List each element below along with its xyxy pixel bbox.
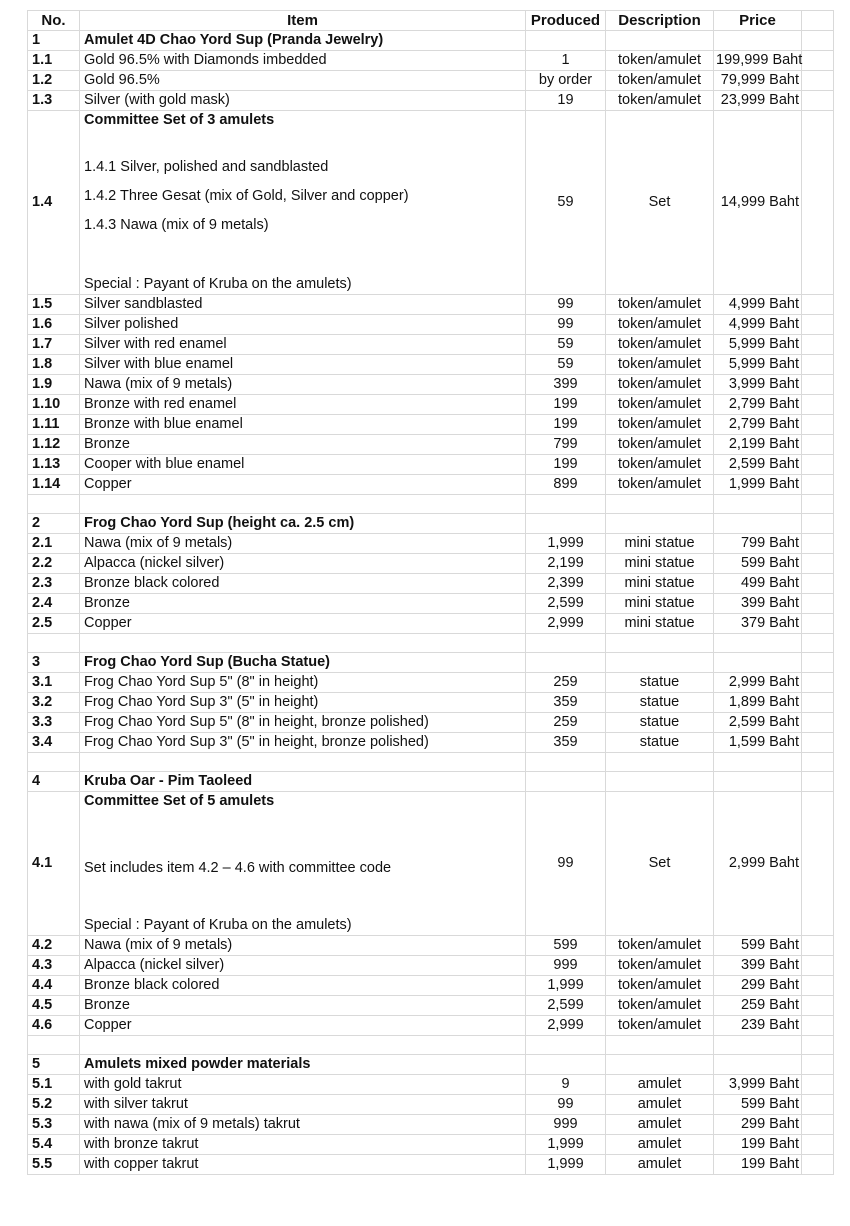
item-name: with gold takrut bbox=[80, 1075, 526, 1095]
produced-cell: 2,399 bbox=[526, 574, 606, 594]
committee-set-row bbox=[28, 792, 834, 936]
description-cell: statue bbox=[606, 693, 714, 713]
description-cell: amulet bbox=[606, 1095, 714, 1115]
produced-cell: 59 bbox=[526, 355, 606, 375]
item-name: with bronze takrut bbox=[80, 1135, 526, 1155]
price-cell: 2,799 Baht bbox=[714, 395, 802, 415]
item-name: Alpacca (nickel silver) bbox=[80, 956, 526, 976]
price-cell: 5,999 Baht bbox=[714, 355, 802, 375]
item-name: Bronze with red enamel bbox=[80, 395, 526, 415]
produced-cell: 359 bbox=[526, 733, 606, 753]
table-row bbox=[28, 996, 834, 1016]
table-row bbox=[28, 733, 834, 753]
row-number: 1.14 bbox=[28, 475, 80, 495]
row-number: 1.13 bbox=[28, 455, 80, 475]
row-number: 4.3 bbox=[28, 956, 80, 976]
item-name: Copper bbox=[80, 1016, 526, 1036]
item-name: Silver sandblasted bbox=[80, 295, 526, 315]
table-row bbox=[28, 976, 834, 996]
section-heading-row bbox=[28, 653, 834, 673]
description-cell: token/amulet bbox=[606, 455, 714, 475]
table-row bbox=[28, 614, 834, 634]
produced-cell: 999 bbox=[526, 956, 606, 976]
produced-cell: 599 bbox=[526, 936, 606, 956]
produced-cell: 2,199 bbox=[526, 554, 606, 574]
description-cell: token/amulet bbox=[606, 956, 714, 976]
price-cell: 2,799 Baht bbox=[714, 415, 802, 435]
produced-cell: 99 bbox=[526, 315, 606, 335]
committee-set-title: Committee Set of 5 amulets bbox=[84, 793, 275, 809]
description-cell: statue bbox=[606, 713, 714, 733]
produced-cell: 2,999 bbox=[526, 1016, 606, 1036]
section-heading-row bbox=[28, 31, 834, 51]
description-cell: amulet bbox=[606, 1075, 714, 1095]
table-row bbox=[28, 355, 834, 375]
header-price: Price bbox=[714, 11, 802, 31]
row-number: 4.6 bbox=[28, 1016, 80, 1036]
price-cell: 4,999 Baht bbox=[714, 295, 802, 315]
produced-cell: 59 bbox=[526, 111, 606, 295]
item-name: Silver polished bbox=[80, 315, 526, 335]
table-row bbox=[28, 936, 834, 956]
section-number: 2 bbox=[28, 514, 80, 534]
produced-cell: 1,999 bbox=[526, 1155, 606, 1175]
description-cell: token/amulet bbox=[606, 996, 714, 1016]
spacer-row bbox=[28, 634, 834, 653]
section-number: 4 bbox=[28, 772, 80, 792]
table-row bbox=[28, 91, 834, 111]
table-row bbox=[28, 956, 834, 976]
special-note: Special : Payant of Kruba on the amulets) bbox=[84, 276, 352, 292]
item-name: Cooper with blue enamel bbox=[80, 455, 526, 475]
price-cell: 4,999 Baht bbox=[714, 315, 802, 335]
produced-cell: 2,599 bbox=[526, 996, 606, 1016]
table-row bbox=[28, 71, 834, 91]
description-cell: statue bbox=[606, 733, 714, 753]
table-row bbox=[28, 713, 834, 733]
item-name: Bronze bbox=[80, 594, 526, 614]
produced-cell: 99 bbox=[526, 792, 606, 936]
description-cell: Set bbox=[606, 111, 714, 295]
header-item: Item bbox=[80, 11, 526, 31]
section-title: Amulets mixed powder materials bbox=[80, 1055, 526, 1075]
produced-cell: 999 bbox=[526, 1115, 606, 1135]
description-cell: token/amulet bbox=[606, 475, 714, 495]
price-cell: 399 Baht bbox=[714, 594, 802, 614]
committee-set-title: Committee Set of 3 amulets bbox=[84, 112, 275, 128]
price-cell: 1,999 Baht bbox=[714, 475, 802, 495]
price-cell: 599 Baht bbox=[714, 936, 802, 956]
description-cell: mini statue bbox=[606, 554, 714, 574]
produced-cell: 9 bbox=[526, 1075, 606, 1095]
price-cell: 379 Baht bbox=[714, 614, 802, 634]
produced-cell: 199 bbox=[526, 415, 606, 435]
table-row bbox=[28, 315, 834, 335]
row-number: 4.4 bbox=[28, 976, 80, 996]
row-number: 3.2 bbox=[28, 693, 80, 713]
row-number: 5.4 bbox=[28, 1135, 80, 1155]
header-row bbox=[28, 11, 834, 31]
committee-set-details bbox=[80, 111, 526, 295]
header-description: Description bbox=[606, 11, 714, 31]
produced-cell: 359 bbox=[526, 693, 606, 713]
row-number: 5.5 bbox=[28, 1155, 80, 1175]
table-row bbox=[28, 1135, 834, 1155]
row-number: 1.3 bbox=[28, 91, 80, 111]
price-cell: 259 Baht bbox=[714, 996, 802, 1016]
table-row bbox=[28, 1155, 834, 1175]
item-name: Frog Chao Yord Sup 5" (8" in height) bbox=[80, 673, 526, 693]
table-row bbox=[28, 375, 834, 395]
description-cell: amulet bbox=[606, 1135, 714, 1155]
produced-cell: 59 bbox=[526, 335, 606, 355]
row-number: 1.7 bbox=[28, 335, 80, 355]
row-number: 4.2 bbox=[28, 936, 80, 956]
row-number: 1.5 bbox=[28, 295, 80, 315]
produced-cell: 2,999 bbox=[526, 614, 606, 634]
item-name: Bronze with blue enamel bbox=[80, 415, 526, 435]
price-cell: 199 Baht bbox=[714, 1155, 802, 1175]
item-name: Bronze black colored bbox=[80, 574, 526, 594]
price-cell: 79,999 Baht bbox=[714, 71, 802, 91]
description-cell: token/amulet bbox=[606, 91, 714, 111]
produced-cell: 1,999 bbox=[526, 976, 606, 996]
committee-set-row bbox=[28, 111, 834, 295]
table-row bbox=[28, 1095, 834, 1115]
row-number: 2.4 bbox=[28, 594, 80, 614]
item-name: Frog Chao Yord Sup 3" (5" in height) bbox=[80, 693, 526, 713]
committee-set-details bbox=[80, 792, 526, 936]
description-cell: token/amulet bbox=[606, 51, 714, 71]
price-cell: 5,999 Baht bbox=[714, 335, 802, 355]
produced-cell: 259 bbox=[526, 713, 606, 733]
price-cell: 3,999 Baht bbox=[714, 1075, 802, 1095]
price-cell: 2,999 Baht bbox=[714, 792, 802, 936]
item-name: Nawa (mix of 9 metals) bbox=[80, 534, 526, 554]
set-component-line: 1.4.2 Three Gesat (mix of Gold, Silver and copper) bbox=[84, 188, 409, 204]
description-cell: token/amulet bbox=[606, 435, 714, 455]
description-cell: token/amulet bbox=[606, 936, 714, 956]
produced-cell: 99 bbox=[526, 295, 606, 315]
table-row bbox=[28, 295, 834, 315]
price-list-sheet bbox=[27, 10, 833, 1175]
produced-cell: 1,999 bbox=[526, 534, 606, 554]
description-cell: token/amulet bbox=[606, 355, 714, 375]
price-cell: 199,999 Baht bbox=[714, 51, 802, 71]
set-component-line: 1.4.3 Nawa (mix of 9 metals) bbox=[84, 217, 269, 233]
row-number: 2.3 bbox=[28, 574, 80, 594]
table-row bbox=[28, 673, 834, 693]
row-number: 1.2 bbox=[28, 71, 80, 91]
description-cell: token/amulet bbox=[606, 415, 714, 435]
item-name: Alpacca (nickel silver) bbox=[80, 554, 526, 574]
description-cell: mini statue bbox=[606, 534, 714, 554]
produced-cell: 399 bbox=[526, 375, 606, 395]
item-name: with copper takrut bbox=[80, 1155, 526, 1175]
description-cell: mini statue bbox=[606, 594, 714, 614]
table-row bbox=[28, 1115, 834, 1135]
price-cell: 23,999 Baht bbox=[714, 91, 802, 111]
table-row bbox=[28, 335, 834, 355]
produced-cell: 19 bbox=[526, 91, 606, 111]
produced-cell: 1 bbox=[526, 51, 606, 71]
price-cell: 2,599 Baht bbox=[714, 713, 802, 733]
table-row bbox=[28, 574, 834, 594]
row-number: 1.12 bbox=[28, 435, 80, 455]
description-cell: token/amulet bbox=[606, 976, 714, 996]
item-name: Nawa (mix of 9 metals) bbox=[80, 936, 526, 956]
section-number: 5 bbox=[28, 1055, 80, 1075]
table-row bbox=[28, 693, 834, 713]
description-cell: token/amulet bbox=[606, 375, 714, 395]
table-row bbox=[28, 395, 834, 415]
price-cell: 599 Baht bbox=[714, 1095, 802, 1115]
description-cell: token/amulet bbox=[606, 295, 714, 315]
row-number: 2.1 bbox=[28, 534, 80, 554]
description-cell: amulet bbox=[606, 1115, 714, 1135]
table-row bbox=[28, 455, 834, 475]
item-name: Silver with blue enamel bbox=[80, 355, 526, 375]
item-name: Gold 96.5% with Diamonds imbedded bbox=[80, 51, 526, 71]
table-row bbox=[28, 435, 834, 455]
row-number: 4.1 bbox=[28, 792, 80, 936]
produced-cell: 2,599 bbox=[526, 594, 606, 614]
item-name: Bronze black colored bbox=[80, 976, 526, 996]
table-row bbox=[28, 475, 834, 495]
price-cell: 14,999 Baht bbox=[714, 111, 802, 295]
set-component-line: Set includes item 4.2 – 4.6 with committee code bbox=[84, 860, 392, 876]
section-title: Frog Chao Yord Sup (Bucha Statue) bbox=[80, 653, 526, 673]
header-produced: Produced bbox=[526, 11, 606, 31]
produced-cell: 799 bbox=[526, 435, 606, 455]
table-row bbox=[28, 1016, 834, 1036]
table-row bbox=[28, 1075, 834, 1095]
price-cell: 3,999 Baht bbox=[714, 375, 802, 395]
description-cell: token/amulet bbox=[606, 71, 714, 91]
header-empty bbox=[802, 11, 834, 31]
produced-cell: 199 bbox=[526, 455, 606, 475]
price-cell: 2,199 Baht bbox=[714, 435, 802, 455]
spacer-row bbox=[28, 495, 834, 514]
description-cell: statue bbox=[606, 673, 714, 693]
row-number: 5.3 bbox=[28, 1115, 80, 1135]
row-number: 4.5 bbox=[28, 996, 80, 1016]
price-cell: 299 Baht bbox=[714, 976, 802, 996]
row-number: 1.6 bbox=[28, 315, 80, 335]
description-cell: token/amulet bbox=[606, 395, 714, 415]
table-row bbox=[28, 534, 834, 554]
section-number: 3 bbox=[28, 653, 80, 673]
item-name: Nawa (mix of 9 metals) bbox=[80, 375, 526, 395]
price-cell: 499 Baht bbox=[714, 574, 802, 594]
produced-cell: 199 bbox=[526, 395, 606, 415]
produced-cell: by order bbox=[526, 71, 606, 91]
table-body bbox=[28, 31, 834, 1175]
section-title: Frog Chao Yord Sup (height ca. 2.5 cm) bbox=[80, 514, 526, 534]
table-row bbox=[28, 51, 834, 71]
table-row bbox=[28, 415, 834, 435]
item-name: Copper bbox=[80, 475, 526, 495]
section-number: 1 bbox=[28, 31, 80, 51]
row-number: 1.11 bbox=[28, 415, 80, 435]
row-number: 5.1 bbox=[28, 1075, 80, 1095]
price-table bbox=[27, 10, 834, 1175]
price-cell: 599 Baht bbox=[714, 554, 802, 574]
row-number: 3.1 bbox=[28, 673, 80, 693]
item-name: Gold 96.5% bbox=[80, 71, 526, 91]
description-cell: token/amulet bbox=[606, 315, 714, 335]
description-cell: Set bbox=[606, 792, 714, 936]
row-number: 1.1 bbox=[28, 51, 80, 71]
item-name: with silver takrut bbox=[80, 1095, 526, 1115]
price-cell: 399 Baht bbox=[714, 956, 802, 976]
item-name: Bronze bbox=[80, 996, 526, 1016]
row-number: 3.4 bbox=[28, 733, 80, 753]
row-number: 5.2 bbox=[28, 1095, 80, 1115]
description-cell: token/amulet bbox=[606, 1016, 714, 1036]
price-cell: 199 Baht bbox=[714, 1135, 802, 1155]
produced-cell: 899 bbox=[526, 475, 606, 495]
table-row bbox=[28, 594, 834, 614]
section-heading-row bbox=[28, 514, 834, 534]
price-cell: 239 Baht bbox=[714, 1016, 802, 1036]
item-name: Copper bbox=[80, 614, 526, 634]
price-cell: 2,999 Baht bbox=[714, 673, 802, 693]
produced-cell: 99 bbox=[526, 1095, 606, 1115]
set-component-line: 1.4.1 Silver, polished and sandblasted bbox=[84, 159, 329, 175]
item-name: Silver with red enamel bbox=[80, 335, 526, 355]
item-name: Silver (with gold mask) bbox=[80, 91, 526, 111]
row-number: 1.9 bbox=[28, 375, 80, 395]
price-cell: 1,899 Baht bbox=[714, 693, 802, 713]
produced-cell: 1,999 bbox=[526, 1135, 606, 1155]
price-cell: 799 Baht bbox=[714, 534, 802, 554]
produced-cell: 259 bbox=[526, 673, 606, 693]
row-number: 3.3 bbox=[28, 713, 80, 733]
spacer-row bbox=[28, 753, 834, 772]
spacer-row bbox=[28, 1036, 834, 1055]
item-name: with nawa (mix of 9 metals) takrut bbox=[80, 1115, 526, 1135]
special-note: Special : Payant of Kruba on the amulets) bbox=[84, 917, 352, 933]
header-no: No. bbox=[28, 11, 80, 31]
section-heading-row bbox=[28, 772, 834, 792]
price-cell: 2,599 Baht bbox=[714, 455, 802, 475]
description-cell: mini statue bbox=[606, 614, 714, 634]
row-number: 1.8 bbox=[28, 355, 80, 375]
item-name: Frog Chao Yord Sup 5" (8" in height, bronze polished) bbox=[80, 713, 526, 733]
section-title: Amulet 4D Chao Yord Sup (Pranda Jewelry) bbox=[80, 31, 526, 51]
description-cell: mini statue bbox=[606, 574, 714, 594]
row-number: 2.2 bbox=[28, 554, 80, 574]
item-name: Frog Chao Yord Sup 3" (5" in height, bronze polished) bbox=[80, 733, 526, 753]
description-cell: amulet bbox=[606, 1155, 714, 1175]
description-cell: token/amulet bbox=[606, 335, 714, 355]
section-heading-row bbox=[28, 1055, 834, 1075]
row-number: 1.4 bbox=[28, 111, 80, 295]
row-number: 1.10 bbox=[28, 395, 80, 415]
item-name: Bronze bbox=[80, 435, 526, 455]
table-row bbox=[28, 554, 834, 574]
price-cell: 299 Baht bbox=[714, 1115, 802, 1135]
row-number: 2.5 bbox=[28, 614, 80, 634]
section-title: Kruba Oar - Pim Taoleed bbox=[80, 772, 526, 792]
price-cell: 1,599 Baht bbox=[714, 733, 802, 753]
